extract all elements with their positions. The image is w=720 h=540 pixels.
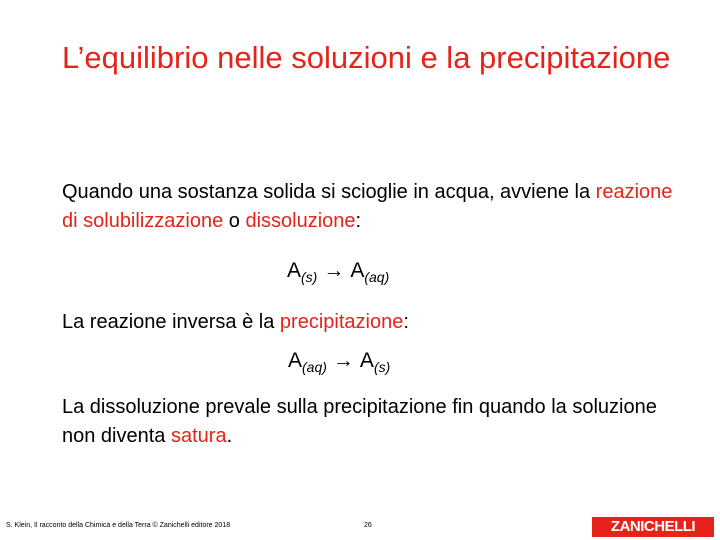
state-right: (aq) xyxy=(364,269,390,285)
state-left: (s) xyxy=(301,269,318,285)
equation-dissolution xyxy=(287,258,389,290)
page-number: 26 xyxy=(364,522,372,529)
species-left: A xyxy=(288,349,303,372)
paragraph-dissolution xyxy=(62,178,682,236)
species-left: A xyxy=(287,259,302,282)
footer-citation: S. Klein, Il racconto della Chimica e della Terra © Zanichelli editore 2018 xyxy=(6,522,231,529)
species-right: A xyxy=(350,259,365,282)
paragraph-text: La reazione inversa è la xyxy=(62,311,280,333)
paragraph-inverse xyxy=(62,308,682,337)
equation-precipitation xyxy=(288,348,390,380)
highlight-term: precipitazione xyxy=(279,311,404,333)
paragraph-saturation xyxy=(62,393,682,451)
paragraph-text: o xyxy=(223,210,246,232)
slide-title: L’equilibrio nelle soluzioni e la precipitazione xyxy=(62,40,671,75)
highlight-term: dissoluzione xyxy=(245,210,356,232)
publisher-logo: ZANICHELLI xyxy=(592,517,714,537)
highlight-term: reazione di solubilizzazione xyxy=(62,181,673,232)
species-right: A xyxy=(359,349,374,372)
state-left: (aq) xyxy=(302,359,327,375)
arrow-icon: → xyxy=(332,349,354,372)
paragraph-text: : xyxy=(355,210,362,232)
paragraph-text: La dissoluzione prevale sulla precipitazione fin quando la soluzione non diventa xyxy=(62,396,657,447)
paragraph-text: Quando una sostanza solida si scioglie in acqua, avviene la xyxy=(62,181,596,203)
state-right: (s) xyxy=(373,359,391,375)
highlight-term: satura xyxy=(170,425,227,447)
arrow-icon: → xyxy=(323,259,345,282)
paragraph-text: . xyxy=(226,425,233,447)
paragraph-text: : xyxy=(403,311,409,333)
